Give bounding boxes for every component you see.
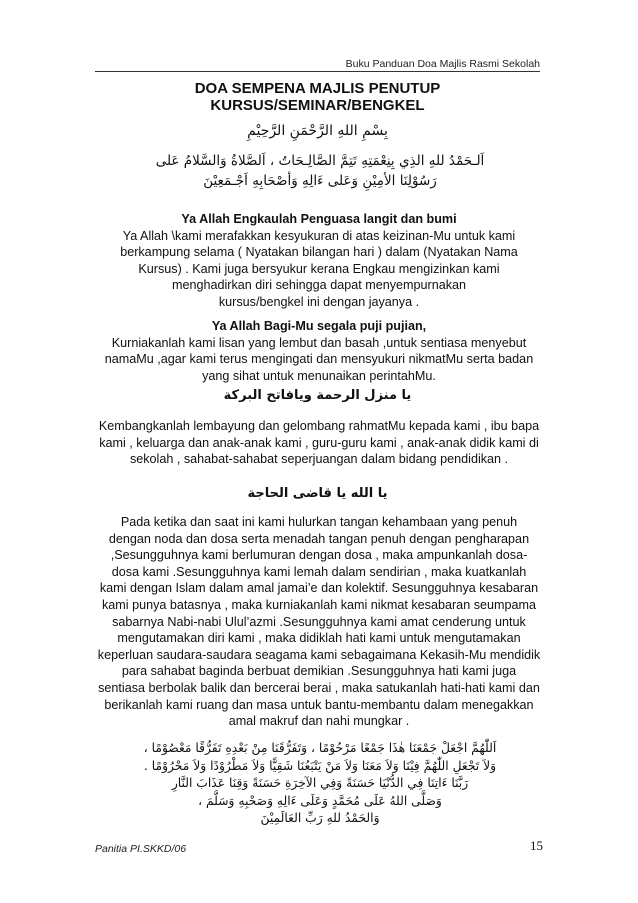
closing-arabic-line: رَبَّنَا ءَاتِنَا فِي الدُّنْيَا حَسَنَةً وَفِي الآخِرَةِ حَسَنَةً وَقِنَا عَذَابَ النَّارِ [171,776,469,790]
section-1-line: menghadirkan diri sehingga dapat menyempurnakan [171,278,467,293]
section-4-line: keperluan saudara-saudara seagama kami sebagaimana Kekasih-Mu mendidik [97,647,541,662]
page-number: 15 [530,838,543,853]
section-2-heading: Ya Allah Bagi-Mu segala puji pujian, [211,319,427,333]
section-3-line: Kembangkanlah lembayung dan gelombang rahmatMu kepada kami , ibu bapa [98,419,540,433]
section-2-line: yang sihat untuk menunaikan perintahMu. [202,368,436,383]
closing-arabic-line: اَللّٰهُمَّ اجْعَلْ جَمْعَنَا هٰذَا جَمْعًا مَرْحُوْمًا ، وَتَفَرُّقَنَا مِنْ بَعْدِهِ تَفَرُّقًا مَعْصُوْمًا ، [143,741,497,755]
section-4-line: sentiasa berbolak balik dan bercerai berai , maka satukanlah hati-hati kami dan [98,680,540,695]
closing-arabic-line: وَالحَمْدُ للهِ رَبِّ العَالَمِيْنَ [260,811,380,825]
section-2-line: namaMu ,agar kami terus mengingati dan mensyukuri nikmatMu serta badan [104,352,534,367]
section-3-line: sekolah , sahabat-sahabat seperjuangan dalam bidang pendidikan . [129,452,509,467]
section-4-line: kami punya batasnya , maka kurniakanlah kami nikmat kesabaran seumpama [101,597,536,612]
section-2 [92,318,546,384]
section-3 [88,418,550,468]
section-4-line: kami dengan Islam dalam amal jamai’e dan kolektif. Sesungguhnya kesabaran [99,581,539,596]
section-4-line: sabarnya Nabi-nabi Ulul’azmi .Sesungguhnya kami amat cenderung untuk [112,614,526,629]
section-4-line: para sahabat baginda berbuat demikian .Sesungguhnya hati kami juga [121,664,517,679]
section-2-line: Kurniakanlah kami lisan yang lembut dan basah ,untuk sentiasa menyebut [111,335,527,350]
section-4 [88,514,550,730]
section-1-line: Ya Allah \kami merafakkan kesyukuran di atas keizinan-Mu untuk kami [122,228,516,243]
section-4-line: Pada ketika dan saat ini kami hulurkan tangan kehambaan yang penuh [120,515,518,529]
section-4-line: ,Sesungguhnya kami berlumuran dengan dosa , maka ampunkanlah dosa- [110,548,528,563]
title-line-1: DOA SEMPENA MAJLIS PENUTUP [194,80,441,97]
section-1-line: Kursus) . Kami juga bersyukur kerana Engkau mengizinkan kami [138,261,500,276]
header-rule [95,71,540,72]
section-1 [92,211,546,311]
running-header: Buku Panduan Doa Majlis Rasmi Sekolah [345,58,540,70]
arabic-heading-3: يا الله يا قاضى الحاجة [247,486,388,501]
closing-arabic-line: وَصَلَّى اللهُ عَلَى مُحَمَّدٍ وَعَلَى ءَالِهِ وَصَحْبِهِ وَسَلَّمَ ، [198,793,442,808]
arabic-heading-2: يا منزل الرحمة ويافاتح البركة [223,388,412,403]
section-1-line: berkampung selama ( Nyatakan bilangan hari ) dalam (Nyatakan Nama [120,245,518,260]
closing-arabic [100,740,540,828]
opening-arabic-line: اَلـحَمْدُ للهِ الذِي بِنِعْمَتِهِ تَتِمَّ الصَّالِـحَاتُ ، اَلصَّلاةُ وَالسَّلامُ عَلى [155,153,485,169]
section-1-heading: Ya Allah Engkaulah Penguasa langit dan bumi [181,212,457,226]
section-4-line: amal makruf dan nahi mungkar . [228,714,410,729]
title-line-2: KURSUS/SEMINAR/BENGKEL [210,97,425,114]
section-4-line: mengutamakan diri kami , maka didiklah hati kami untuk mengutamakan [117,631,521,646]
bismillah: بِسْمِ اللهِ الرَّحْمَنِ الرَّحِيْمِ [247,123,388,139]
opening-arabic [100,151,540,191]
section-4-line: dengan noda dan dosa serta menadah tangan penuh dengan pengharapan [108,531,530,546]
footer-label: Panitia PI.SKKD/06 [95,843,187,855]
section-1-line: kursus/bengkel ini dengan jayanya . [218,294,420,309]
section-4-line: berikanlah kami ruang dan masa untuk bantu-membantu dalam menegakkan [104,697,534,712]
section-4-line: dosa kami .Sesungguhnya kami lemah dalam sendirian , maka kuatkanlah [111,564,527,579]
opening-arabic-line: رَسُوْلِنَا الأمِيْنِ وَعَلى ءَالِهِ وَأصْحَابِهِ اَجْـمَعِيْنَ [203,173,437,189]
closing-arabic-line: وَلاَ تَجْعَلِ اللّٰهُمَّ فِيْنَا وَلاَ مَعَنَا وَلاَ مَنْ يَتْبَعُنَا شَقِيًّا وَلاَ مَطْرُوْدًا وَلاَ مَحْرُوْمًا . [143,758,497,773]
section-3-line: kami , keluarga dan anak-anak kami , guru-guru kami , anak-anak didik kami di [99,435,539,450]
